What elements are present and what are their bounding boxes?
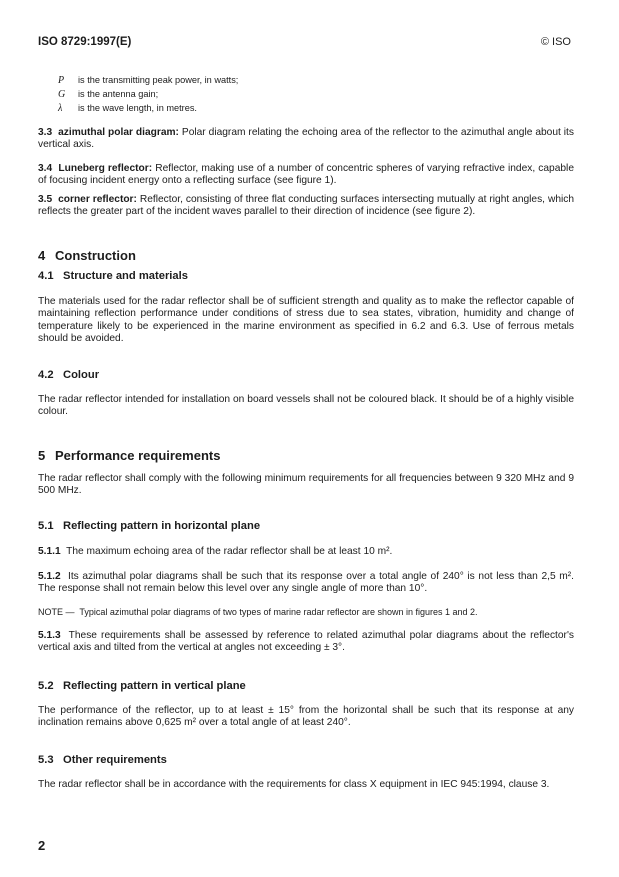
subsection-heading-4-1 (38, 270, 188, 282)
paragraph-4-1: The materials used for the radar reflector shall be of sufficient strength and quality as to make the reflector capable of maintaining reflection performance under conditions of stress due to sea states, vibration, humidity and change of temperature likely to be experienced in the marine environment as specified in 6.2 and 6.3. Use of ferrous metals should be avoided. (38, 296, 574, 344)
subsection-number: 4.2 (38, 369, 54, 381)
section-heading-5 (38, 448, 220, 463)
definition-term: corner reflector: (58, 194, 137, 205)
definition-3-3 (38, 127, 574, 152)
definition-term: azimuthal polar diagram: (58, 127, 179, 138)
symbol: P (58, 75, 65, 86)
section-title: Construction (55, 248, 136, 263)
definition-text: Reflector, consisting of three flat conducting surfaces intersecting mutually at right angles, which reflects the greater part of the incident waves parallel to their direction of incidence (see figure 2). (38, 194, 575, 218)
section-heading-4 (38, 248, 136, 263)
definition-text: Reflector, making use of a number of concentric spheres of varying refractive index, capable of focusing incident energy onto a reflecting surface (see figure 1). (38, 163, 574, 187)
subsection-number: 4.1 (38, 270, 54, 282)
definition-3-5 (38, 194, 574, 219)
subsection-title: Reflecting pattern in horizontal plane (63, 520, 261, 532)
symbol: G (58, 89, 66, 100)
section-title: Performance requirements (55, 448, 221, 463)
symbol-description: is the antenna gain; (78, 89, 159, 99)
subsection-number: 5.2 (38, 680, 54, 692)
paragraph-4-2: The radar reflector intended for installation on board vessels shall not be coloured black. It should be of a highly visible colour. (38, 394, 574, 418)
definition-number: 3.3 (38, 127, 53, 138)
subsection-heading-5-3 (38, 754, 167, 766)
symbol-description: is the transmitting peak power, in watts; (78, 75, 239, 85)
paragraph-5-3: The radar reflector shall be in accordance with the requirements for class X equipment in IEC 945:1994, clause 3. (38, 779, 550, 790)
definition-3-4 (38, 163, 574, 188)
subsection-title: Other requirements (63, 754, 167, 766)
note-label: NOTE — (38, 607, 75, 617)
paragraph-5-1-1 (38, 546, 574, 558)
section-number: 5 (38, 448, 46, 463)
clause-number: 5.1.3 (38, 630, 61, 641)
subsection-number: 5.3 (38, 754, 54, 766)
document-id: ISO 8729:1997(E) (38, 36, 132, 48)
note-text: Typical azimuthal polar diagrams of two types of marine radar reflector are shown in figures 1 and 2. (79, 607, 478, 617)
copyright-mark: © ISO (540, 36, 571, 48)
clause-text: These requirements shall be assessed by reference to related azimuthal polar diagrams about the reflector's vertical axis and tilted from the vertical at angles not exceeding ± 3°. (38, 630, 574, 654)
subsection-number: 5.1 (38, 520, 54, 532)
clause-number: 5.1.1 (38, 546, 61, 557)
symbol-definition (58, 103, 197, 114)
symbol-definition (58, 89, 158, 100)
paragraph-5-intro: The radar reflector shall comply with the following minimum requirements for all frequencies between 9 320 MHz and 9 500 MHz. (38, 473, 574, 497)
subsection-title: Structure and materials (63, 270, 188, 282)
clause-text: The maximum echoing area of the radar reflector shall be at least 10 m². (66, 546, 393, 557)
subsection-title: Colour (63, 369, 100, 381)
subsection-heading-5-2 (38, 680, 246, 692)
definition-number: 3.5 (38, 194, 53, 205)
clause-number: 5.1.2 (38, 571, 61, 582)
paragraph-5-2: The performance of the reflector, up to at least ± 15° from the horizontal shall be such that its response at any inclination remains above 0,625 m² over a total angle of at least 240°. (38, 705, 574, 729)
symbol-definition (58, 75, 238, 86)
subsection-heading-5-1 (38, 520, 260, 532)
paragraph-5-1-2 (38, 571, 574, 596)
section-number: 4 (38, 248, 46, 263)
symbol: λ (58, 103, 63, 114)
clause-text: Its azimuthal polar diagrams shall be such that its response over a total angle of 240° is not less than 2,5 m². The response shall not remain below this level over any single angle of more than 10°. (38, 571, 574, 595)
page-number: 2 (38, 838, 46, 853)
definition-number: 3.4 (38, 163, 53, 174)
subsection-title: Reflecting pattern in vertical plane (63, 680, 246, 692)
note (38, 606, 574, 618)
subsection-heading-4-2 (38, 369, 99, 381)
definition-text: Polar diagram relating the echoing area of the reflector to the azimuthal angle about its vertical axis. (38, 127, 574, 151)
paragraph-5-1-3 (38, 630, 574, 655)
symbol-description: is the wave length, in metres. (78, 103, 197, 113)
definition-term: Luneberg reflector: (58, 163, 153, 174)
